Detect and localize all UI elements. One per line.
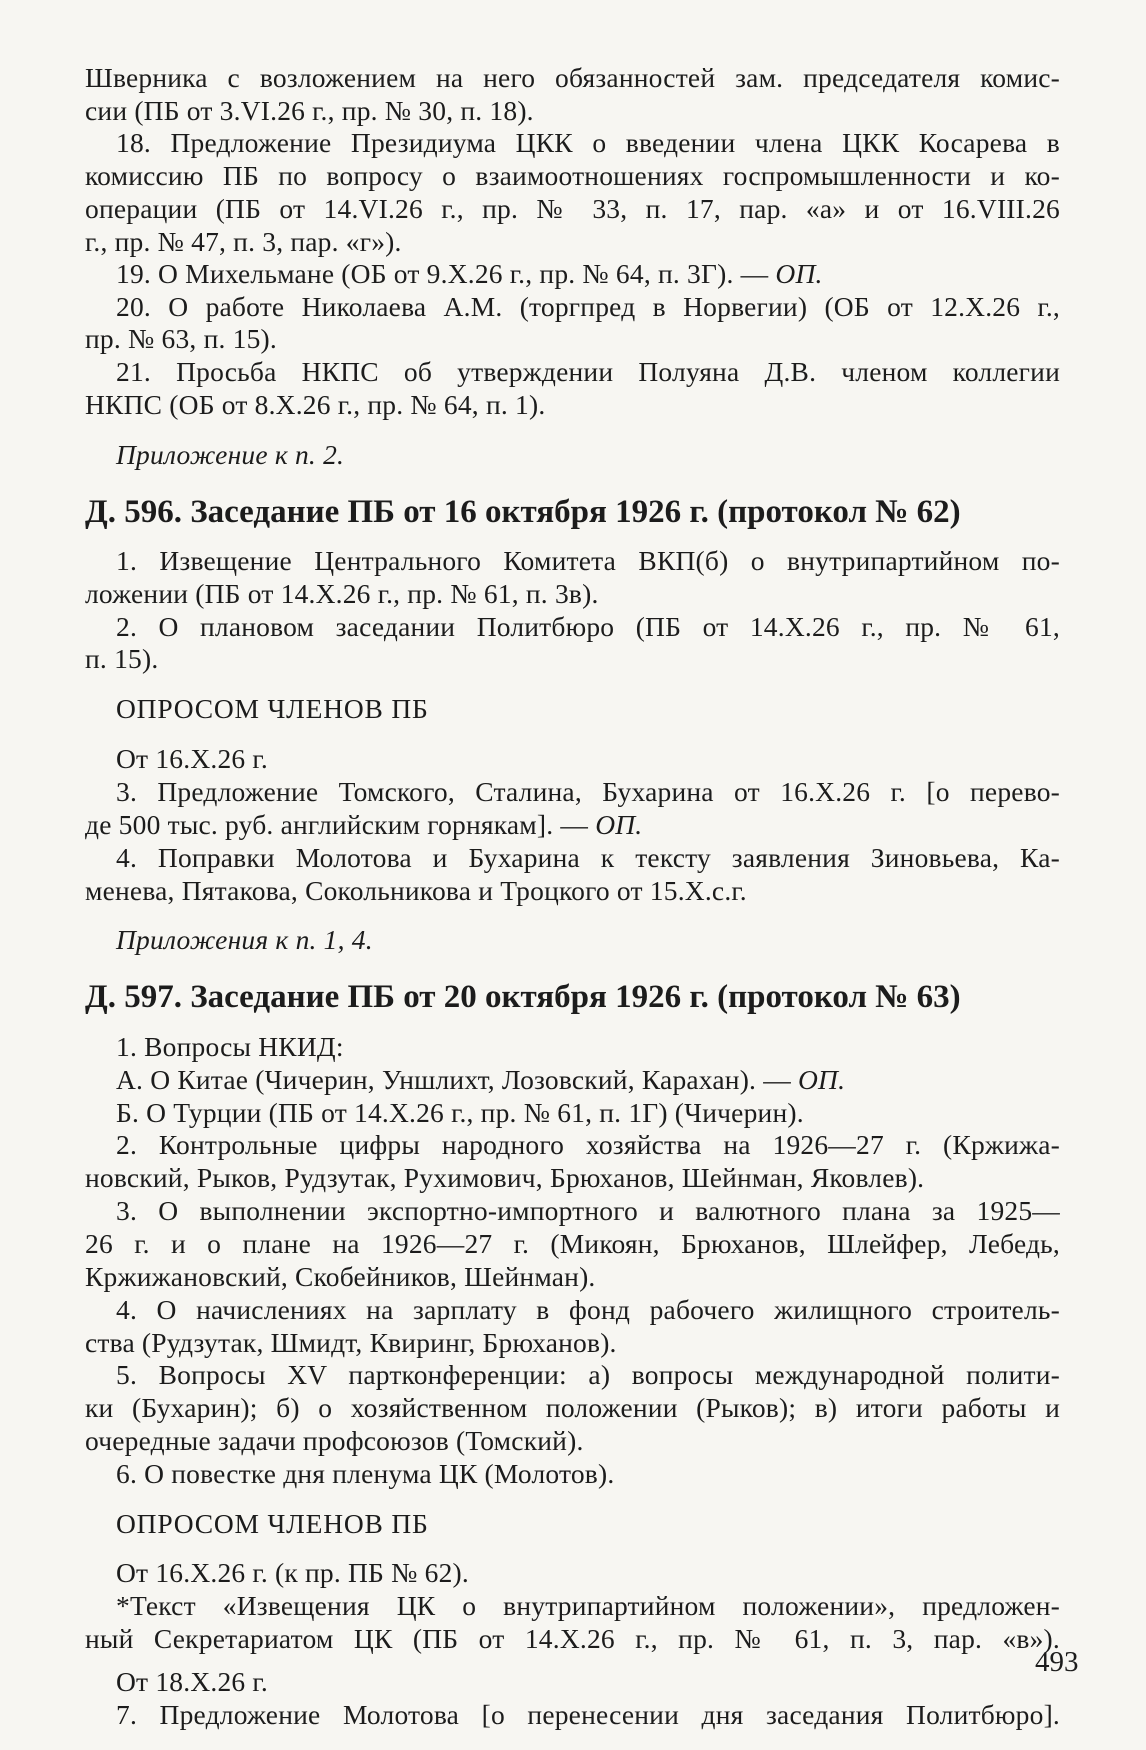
- text-line: ства (Рудзутак, Шмидт, Квиринг, Брюханов).: [85, 1327, 617, 1358]
- text-line: 6. О повестке дня пленума ЦК (Молотов).: [116, 1458, 615, 1489]
- text-line: 1. Вопросы НКИД:: [116, 1031, 344, 1062]
- text-line: операции (ПБ от 14.VI.26 г., пр. № 33, п. 17, пар. «а» и от 16.VIII.26: [85, 193, 1060, 224]
- text-line: 21. Просьба НКПС об утверждении Полуяна Д.В. членом коллегии: [116, 356, 1060, 387]
- text-line: 4. О начислениях на зарплату в фонд рабочего жилищного строитель-: [116, 1294, 1060, 1325]
- text-line: [85, 808, 1060, 841]
- text-line: г., пр. № 47, п. 3, пар. «г»).: [85, 226, 402, 257]
- text-line: комиссию ПБ по вопросу о взаимоотношениях госпромышленности и ко-: [85, 160, 1060, 191]
- item-text: А. О Китае (Чичерин, Уншлихт, Лозовский, Карахан). —: [116, 1064, 791, 1095]
- poll-heading: ОПРОСОМ ЧЛЕНОВ ПБ: [116, 1508, 429, 1539]
- page-number: 493: [1035, 1646, 1079, 1678]
- text-line: пр. № 63, п. 15).: [85, 323, 277, 354]
- text-line: новский, Рыков, Рудзутак, Рухимович, Брюханов, Шейнман, Яковлев).: [85, 1162, 925, 1193]
- text-line: 2. Контрольные цифры народного хозяйства на 1926—27 г. (Кржижа-: [116, 1129, 1060, 1160]
- text-line: п. 15).: [85, 643, 159, 674]
- op-marker: ОП.: [595, 809, 643, 840]
- text-line: менева, Пятакова, Сокольникова и Троцкого от 15.X.с.г.: [85, 875, 747, 906]
- text-line: сии (ПБ от 3.VI.26 г., пр. № 30, п. 18).: [85, 95, 534, 126]
- section-heading: Д. 596. Заседание ПБ от 16 октября 1926 г. (протокол № 62): [85, 494, 961, 530]
- text-line: [116, 1063, 1060, 1096]
- text-line: Кржижановский, Скобейников, Шейнман).: [85, 1261, 596, 1292]
- text-line: ки (Бухарин); б) о хозяйственном положении (Рыков); в) итоги работы и: [85, 1392, 1060, 1423]
- text-line: НКПС (ОБ от 8.X.26 г., пр. № 64, п. 1).: [85, 389, 546, 420]
- date-line: От 18.X.26 г.: [116, 1666, 268, 1697]
- appendix-note: Приложения к п. 1, 4.: [116, 924, 373, 955]
- text-line: 2. О плановом заседании Политбюро (ПБ от 14.X.26 г., пр. № 61,: [116, 611, 1060, 642]
- text-line: Шверника с возложением на него обязанностей зам. председателя комис-: [85, 62, 1060, 93]
- text-line: 4. Поправки Молотова и Бухарина к тексту заявления Зиновьева, Ка-: [116, 842, 1060, 873]
- text-line: 20. О работе Николаева А.М. (торгпред в Норвегии) (ОБ от 12.X.26 г.,: [116, 291, 1060, 322]
- text-line: 5. Вопросы XV партконференции: а) вопросы международной полити-: [116, 1359, 1060, 1390]
- appendix-note: Приложение к п. 2.: [116, 439, 345, 470]
- op-marker: ОП.: [775, 258, 823, 289]
- text-line: ложении (ПБ от 14.X.26 г., пр. № 61, п. 3в).: [85, 578, 599, 609]
- section-heading: Д. 597. Заседание ПБ от 20 октября 1926 г. (протокол № 63): [85, 979, 961, 1015]
- poll-heading: ОПРОСОМ ЧЛЕНОВ ПБ: [116, 693, 429, 724]
- text-line: 1. Извещение Центрального Комитета ВКП(б) о внутрипартийном по-: [116, 545, 1060, 576]
- text-line: очередные задачи профсоюзов (Томский).: [85, 1425, 584, 1456]
- date-line: От 16.X.26 г.: [116, 743, 268, 774]
- text-line: Б. О Турции (ПБ от 14.X.26 г., пр. № 61, п. 1Г) (Чичерин).: [116, 1097, 804, 1128]
- text-line: 18. Предложение Президиума ЦКК о введении члена ЦКК Косарева в: [116, 127, 1060, 158]
- item-text: де 500 тыс. руб. английским горнякам]. —: [85, 809, 589, 840]
- text-line: 3. Предложение Томского, Сталина, Бухарина от 16.X.26 г. [о перево-: [116, 776, 1060, 807]
- date-line: От 16.X.26 г. (к пр. ПБ № 62).: [116, 1557, 469, 1588]
- text-line: [116, 257, 1060, 290]
- op-marker: ОП.: [798, 1064, 846, 1095]
- text-line: 26 г. и о плане на 1926—27 г. (Микоян, Брюханов, Шлейфер, Лебедь,: [85, 1228, 1060, 1259]
- text-line: 7. Предложение Молотова [о перенесении дня заседания Политбюро].: [116, 1699, 1060, 1730]
- text-line: ный Секретариатом ЦК (ПБ от 14.X.26 г., пр. № 61, п. 3, пар. «в»).: [85, 1623, 1060, 1654]
- text-line: 3. О выполнении экспортно-импортного и валютного плана за 1925—: [116, 1195, 1060, 1226]
- item-text: 19. О Михельмане (ОБ от 9.X.26 г., пр. № 64, п. 3Г). —: [116, 258, 769, 289]
- text-line: *Текст «Извещения ЦК о внутрипартийном положении», предложен-: [116, 1590, 1060, 1621]
